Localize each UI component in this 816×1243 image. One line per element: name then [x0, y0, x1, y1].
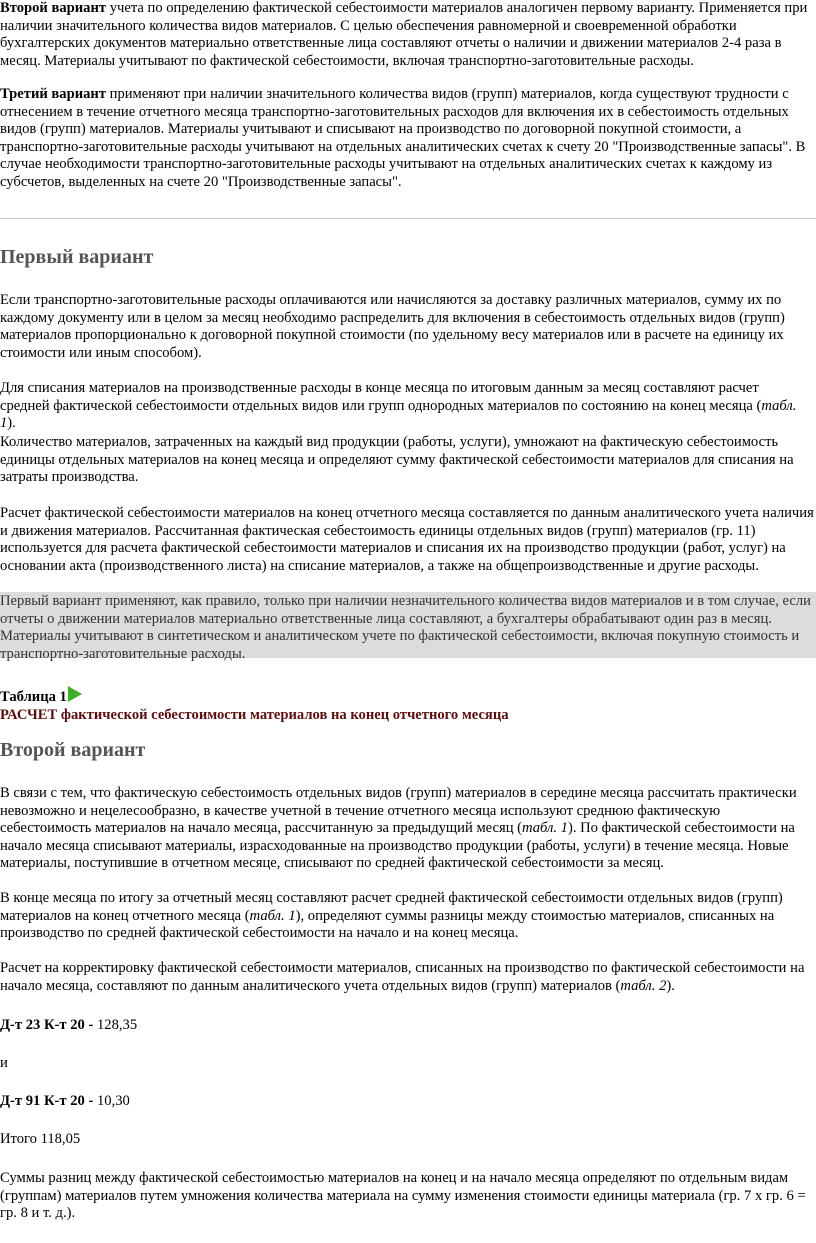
second-variant-paragraph-1 — [0, 785, 810, 873]
first-variant-paragraph-1: Если транспортно-заготовительные расходы оплачиваются или начисляются за доставку различных материалов, сумму их по каждому документу или в целом за месяц необходимо распределить для включения в себестоимость отдельных видов (групп) материалов пропорционально к договорной покупной стоимости (по удельному весу материалов или в расчете на единицу их стоимости или иным способом). — [0, 292, 785, 361]
paragraph-text: В связи с тем, что фактическую себестоимость отдельных видов (групп) материалов в середине месяца рассчитать практически невозможно и нецелесообразно, в качестве учетной в течение отчетного месяца используют среднюю фактическую себестоимость материалов на начало месяца, рассчитанную за предыдущий месяц ( — [0, 785, 797, 836]
second-variant-heading: Второй вариант — [0, 739, 146, 761]
second-variant-text: учета по определению фактической себестоимости материалов аналогичен первому варианту. Применяется при наличии значительного количества видов материалов. С целью обеспечения равномерной и своевременной обработки бухгалтерских документов материально ответственные лица составляют отчеты о наличии и движении материалов 2-4 раза в месяц. Материалы учитывают по фактической себестоимости, включая транспортно-заготовительные расходы. — [0, 0, 808, 69]
paragraph-text: Расчет на корректировку фактической себестоимости материалов, списанных на производство по фактической себестоимости на начало месяца, составляют по данным аналитического учета отдельных видов (групп) материалов ( — [0, 960, 805, 994]
table-link[interactable]: РАСЧЕТ фактической себестоимости материалов на конец отчетного месяца — [0, 706, 509, 723]
first-variant-paragraph-4: Расчет фактической себестоимости материалов на конец отчетного месяца составляется по данным аналитического учета наличия и движения материалов. Рассчитанная фактическая себестоимость единицы отдельных видов (групп) материалов (гр. 11) используется для расчета фактической себестоимости материалов и списания их на производство продукции (работ, услуг) на основании акта (производственного листа) на списание материалов, а также на общепроизводственные и другие расходы. — [0, 505, 814, 574]
horizontal-divider — [0, 218, 816, 219]
second-variant-bold: Второй вариант — [0, 0, 107, 16]
first-variant-paragraph-2 — [0, 380, 810, 433]
entry-accounts: Д-т 91 К-т 20 - — [0, 1093, 94, 1109]
entry-value: 128,35 — [93, 1017, 138, 1033]
accounting-entry-1 — [0, 1017, 137, 1035]
second-variant-paragraph-3 — [0, 960, 810, 995]
entry-conjunction: и — [0, 1055, 8, 1071]
table-title-line — [0, 686, 810, 707]
paragraph-text: В конце месяца по итогу за отчетный месяц составляют расчет средней фактической себестоимости отдельных видов (групп) материалов на конец отчетного месяца ( — [0, 890, 783, 924]
paragraph-text: ), определяют суммы разницы между стоимостью материалов, списанных на производство по средней фактической себестоимости на начало и на конец месяца. — [0, 907, 775, 941]
paragraph-text: ). По фактической себестоимости на начало месяца списывают материалы, израсходованные на производство продукции (работы, услуги) в течение месяца. Новые материалы, поступившие в отчетном месяце, списывают по средней фактической себестоимости за месяц. — [0, 820, 795, 871]
third-variant-paragraph — [0, 86, 810, 191]
note-text: Первый вариант применяют, как правило, только при наличии незначительного количества видов материалов и в том случае, если отчеты о движении материалов материально ответственные лица составляют, а бухгалтеры обрабатывают один раз в месяц. Материалы учитывают в синтетическом и аналитическом учете по фактической себестоимости, включая покупную стоимость и транспортно-заготовительные расходы. — [0, 593, 811, 662]
second-variant-paragraph-2 — [0, 890, 810, 943]
table-title: Таблица 1 — [0, 689, 67, 705]
table-ref: табл. 1 — [249, 907, 296, 924]
table-reference-block — [0, 686, 810, 724]
paragraph-text: ). — [666, 977, 675, 994]
play-arrow-icon[interactable] — [68, 686, 82, 702]
table-ref: табл. 1 — [0, 397, 797, 431]
table-ref: табл. 2 — [620, 977, 667, 994]
highlighted-note — [0, 592, 816, 662]
third-variant-bold: Третий вариант — [0, 86, 106, 102]
paragraph-text: ). — [7, 415, 16, 431]
paragraph-text: Для списания материалов на производственные расходы в конце месяца по итоговым данным за месяц составляют расчет средней фактической себестоимости отдельных видов или групп однородных материалов по состоянию на конец месяца ( — [0, 380, 762, 414]
second-variant-paragraph-4: Суммы разниц между фактической себестоимостью материалов на конец и на начало месяца определяют по отдельным видам (группам) материалов путем умножения количества материала на сумму изменения стоимости единицы материала (гр. 7 х гр. 6 = гр. 8 и т. д.). — [0, 1170, 806, 1221]
second-variant-paragraph — [0, 0, 810, 70]
first-variant-paragraph-3: Количество материалов, затраченных на каждый вид продукции (работы, услуги), умножают на фактическую себестоимость единицы отдельных материалов на конец месяца и определяют сумму фактической себестоимости материалов для списания на затраты производства. — [0, 434, 794, 485]
first-variant-heading: Первый вариант — [0, 246, 154, 268]
table-ref: табл. 1 — [522, 820, 568, 836]
accounting-entry-2 — [0, 1093, 130, 1111]
entry-accounts: Д-т 23 К-т 20 - — [0, 1017, 94, 1033]
entry-value: 10,30 — [93, 1093, 130, 1109]
third-variant-text: применяют при наличии значительного количества видов (групп) материалов, когда существуют трудности с отнесением в течение отчетного месяца транспортно-заготовительных расходов для включения их в себестоимость отдельных видов (групп) материалов. Материалы учитывают и списывают на производство по договорной покупной стоимости, а транспортно-заготовительные расходы учитывают на отдельных аналитических счетах к счету 20 "Производственные запасы". В случае необходимости транспортно-заготовительные расходы учитывают на отдельных аналитических счетах к каждому из субсчетов, выделенных на счете 20 "Производственные запасы". — [0, 86, 806, 190]
entry-total: Итого 118,05 — [0, 1131, 81, 1147]
